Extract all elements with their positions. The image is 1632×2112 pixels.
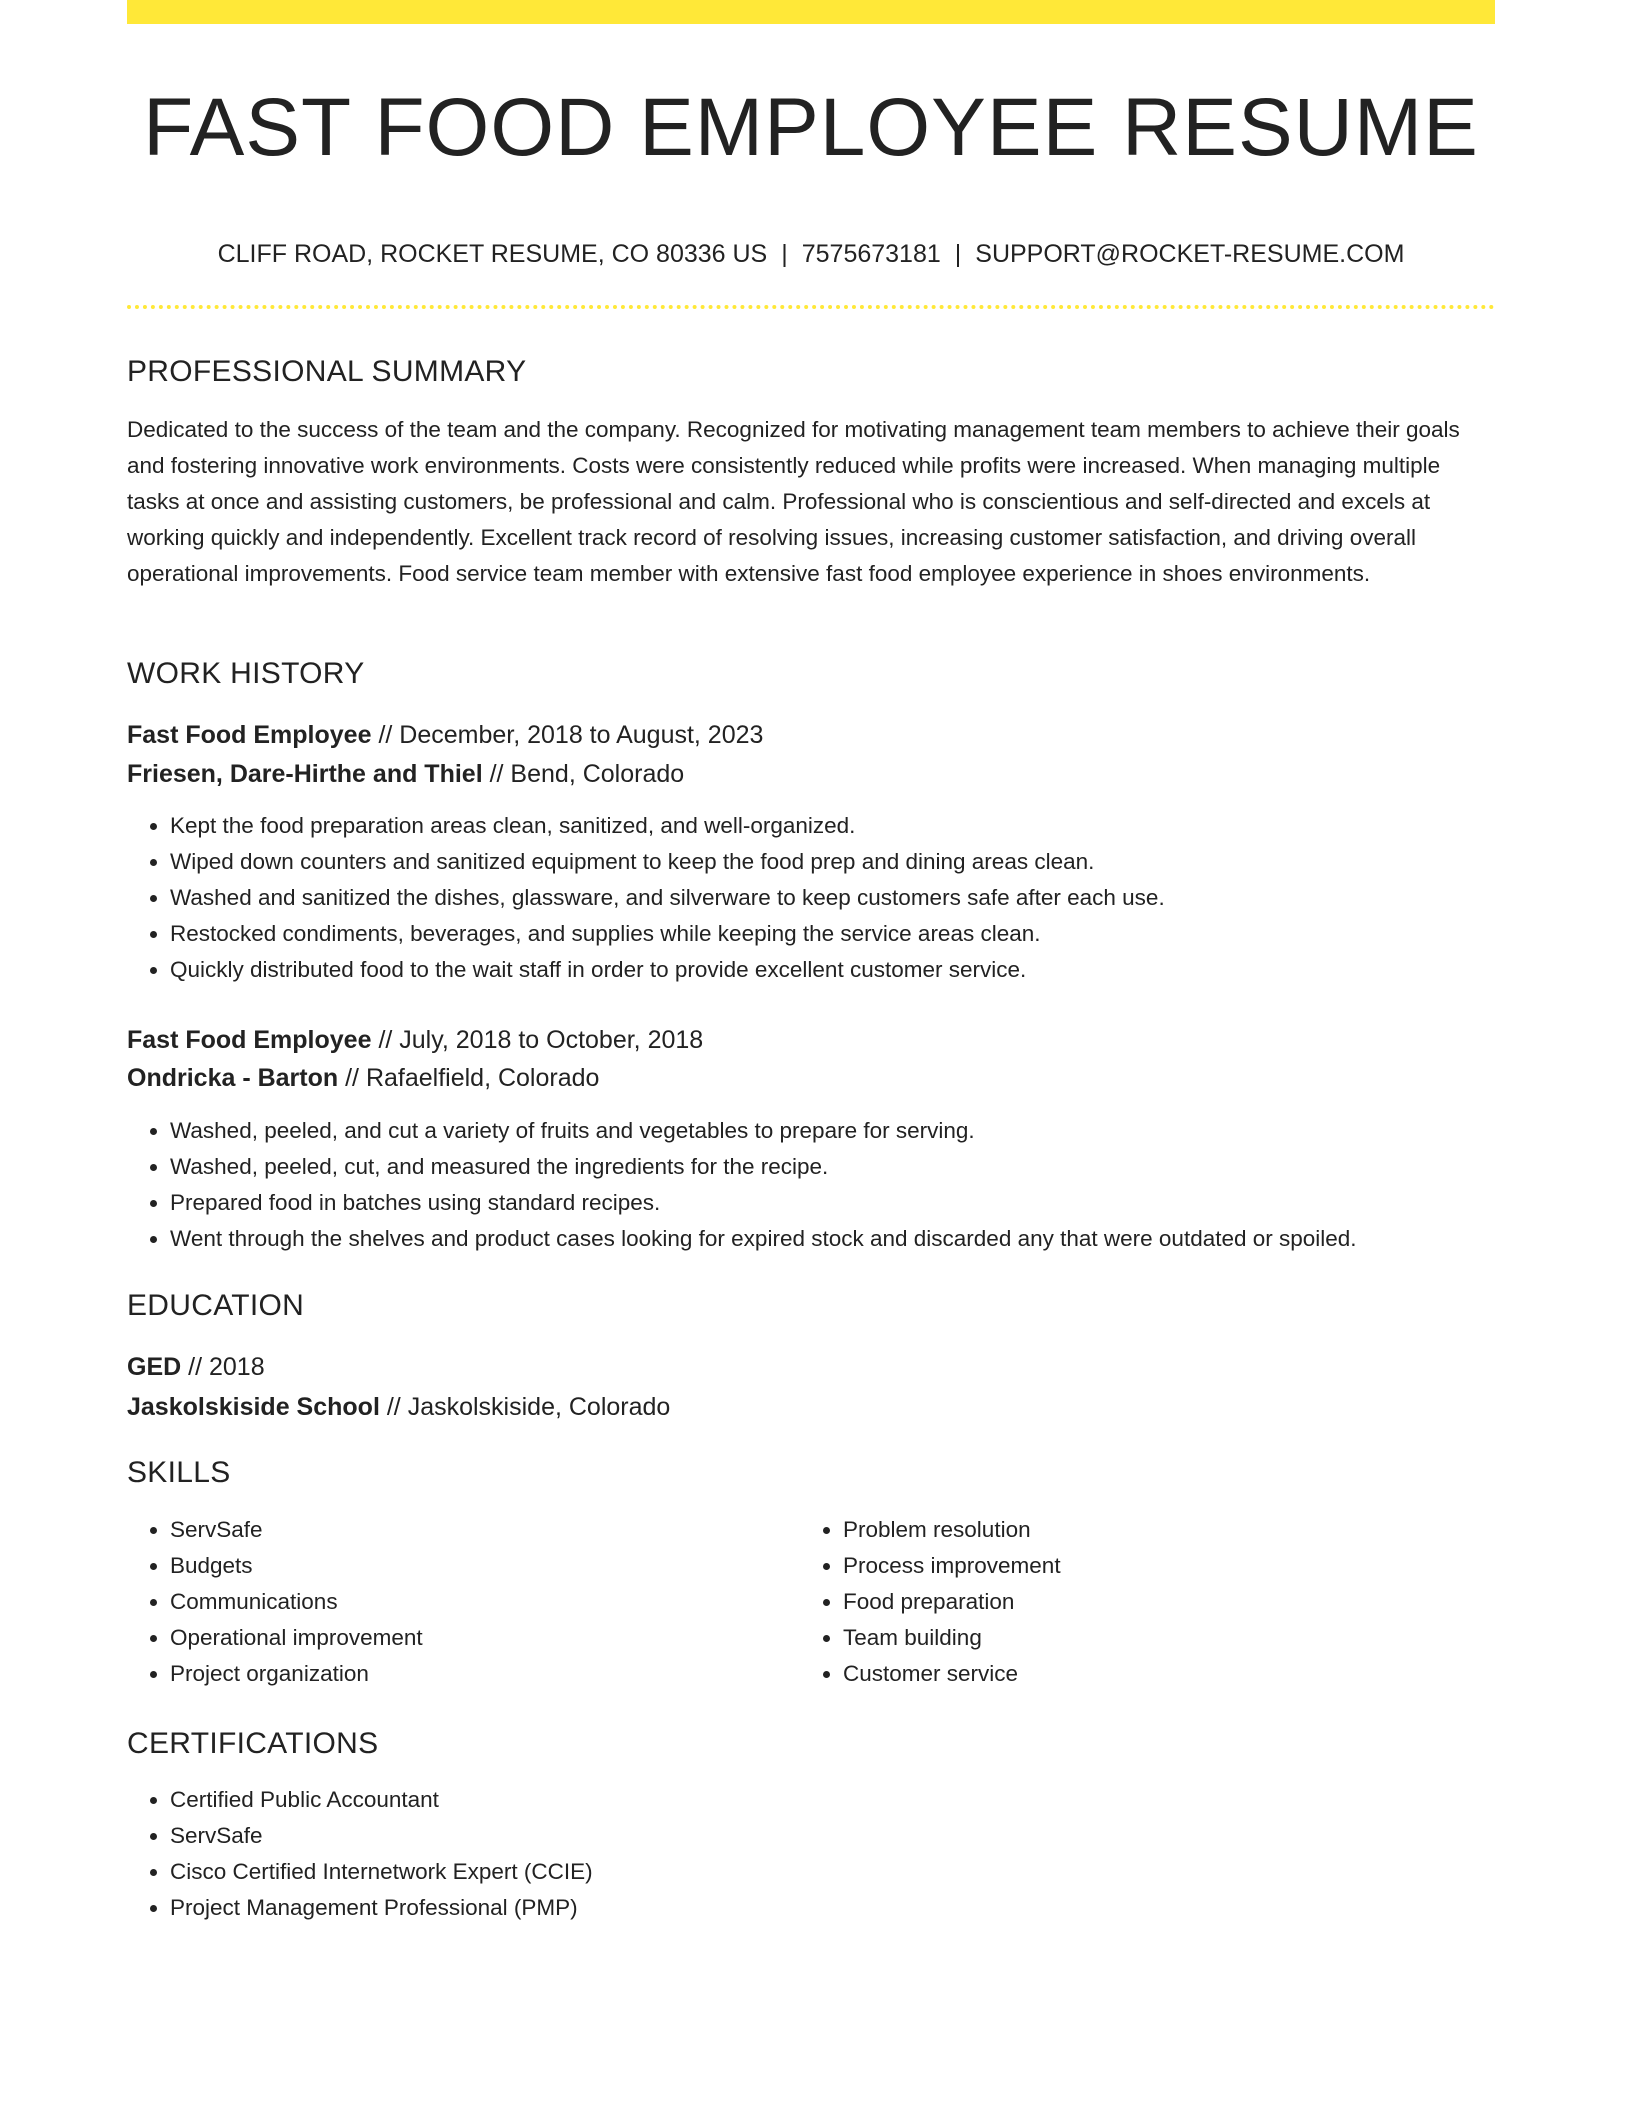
list-item: • Project organization <box>170 1656 423 1692</box>
top-accent-bar <box>127 0 1495 24</box>
work-history-heading: WORK HISTORY <box>127 657 365 690</box>
list-item: • Prepared food in batches using standard recipes. <box>170 1185 1357 1221</box>
contact-line <box>127 236 1495 272</box>
list-item: • Communications <box>170 1584 423 1620</box>
list-item: • Cisco Certified Internetwork Expert (CCIE) <box>170 1854 593 1890</box>
list-item: • Customer service <box>843 1656 1061 1692</box>
education-degree-line <box>127 1348 265 1386</box>
summary-text: Dedicated to the success of the team and the company. Recognized for motivating management team members to achieve their goals and fostering innovative work environments. Costs were consistently reduced while profits were increased. When managing multiple tasks at once and assisting customers, be professional and calm. Professional who is conscientious and self-directed and excels at working quickly and independently. Excellent track record of resolving issues, increasing customer satisfaction, and driving overall operational improvements. Food service team member with extensive fast food employee experience in shoes environments. <box>127 417 1460 586</box>
job-2-title-line <box>127 1021 703 1059</box>
education-year: // 2018 <box>188 1353 265 1381</box>
contact-phone: 7575673181 <box>801 240 941 268</box>
list-item: • Washed, peeled, and cut a variety of fruits and vegetables to prepare for serving. <box>170 1113 1357 1149</box>
list-item: • Washed, peeled, cut, and measured the ingredients for the recipe. <box>170 1149 1357 1185</box>
list-item: • Problem resolution <box>843 1512 1061 1548</box>
skills-list-right <box>800 1512 1061 1692</box>
list-item: • Operational improvement <box>170 1620 423 1656</box>
contact-address: CLIFF ROAD, ROCKET RESUME, CO 80336 US <box>217 240 768 268</box>
list-item: • ServSafe <box>170 1512 423 1548</box>
list-item: • Went through the shelves and product cases looking for expired stock and discarded any that were outdated or spoiled. <box>170 1221 1357 1257</box>
job-2-title: Fast Food Employee <box>127 1026 372 1054</box>
list-item: • Project Management Professional (PMP) <box>170 1890 593 1926</box>
resume-title: FAST FOOD EMPLOYEE RESUME <box>143 82 1479 173</box>
list-item: • Certified Public Accountant <box>170 1782 593 1818</box>
contact-separator: | <box>781 240 788 268</box>
job-1-company: Friesen, Dare-Hirthe and Thiel <box>127 760 483 788</box>
contact-email: SUPPORT@ROCKET-RESUME.COM <box>975 240 1405 268</box>
education-degree: GED <box>127 1353 182 1381</box>
header-divider <box>127 305 1495 309</box>
job-1-title: Fast Food Employee <box>127 721 372 749</box>
list-item: • Wiped down counters and sanitized equipment to keep the food prep and dining areas clean. <box>170 844 1165 880</box>
job-2-company-line <box>127 1059 599 1097</box>
skills-heading: SKILLS <box>127 1456 231 1489</box>
list-item: • ServSafe <box>170 1818 593 1854</box>
certifications-heading: CERTIFICATIONS <box>127 1727 379 1760</box>
list-item: • Restocked condiments, beverages, and supplies while keeping the service areas clean. <box>170 916 1165 952</box>
certifications-list <box>127 1782 593 1926</box>
skills-list-left <box>127 1512 423 1692</box>
list-item: • Washed and sanitized the dishes, glassware, and silverware to keep customers safe after each use. <box>170 880 1165 916</box>
education-location: // Jaskolskiside, Colorado <box>386 1393 671 1421</box>
list-item: • Team building <box>843 1620 1061 1656</box>
list-item: • Kept the food preparation areas clean, sanitized, and well-organized. <box>170 808 1165 844</box>
list-item: • Quickly distributed food to the wait staff in order to provide excellent customer service. <box>170 952 1165 988</box>
education-school-line <box>127 1388 670 1426</box>
job-1-dates: // December, 2018 to August, 2023 <box>378 721 764 749</box>
job-2-dates: // July, 2018 to October, 2018 <box>378 1026 704 1054</box>
job-2-location: // Rafaelfield, Colorado <box>345 1064 600 1092</box>
contact-separator: | <box>954 240 962 268</box>
education-heading: EDUCATION <box>127 1289 305 1322</box>
education-school: Jaskolskiside School <box>127 1393 380 1421</box>
job-1-location: // Bend, Colorado <box>489 760 685 788</box>
job-1-company-line <box>127 755 684 793</box>
job-2-company: Ondricka - Barton <box>127 1064 339 1092</box>
job-1-title-line <box>127 716 763 754</box>
job-1-bullets <box>127 808 1165 988</box>
job-2-bullets <box>127 1113 1357 1257</box>
list-item: • Process improvement <box>843 1548 1061 1584</box>
list-item: • Food preparation <box>843 1584 1061 1620</box>
summary-heading: PROFESSIONAL SUMMARY <box>127 355 527 388</box>
list-item: • Budgets <box>170 1548 423 1584</box>
